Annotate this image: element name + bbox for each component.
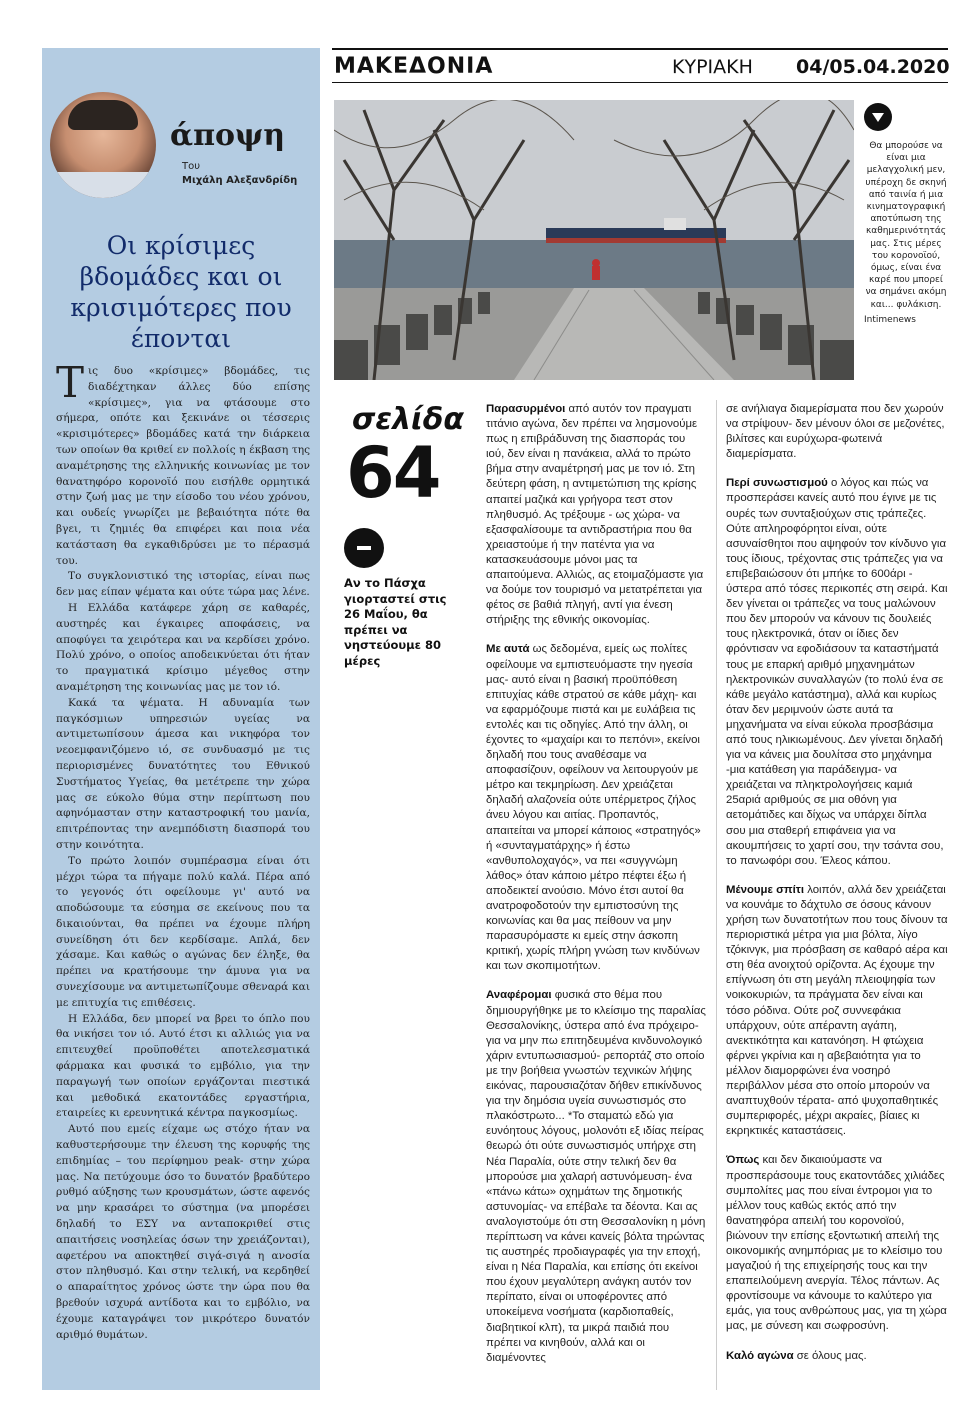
- byline-prefix: Του: [182, 161, 201, 172]
- minus-icon: [344, 528, 384, 568]
- photo-credit: Intimenews: [864, 315, 916, 325]
- author-avatar: [50, 92, 156, 198]
- article-column-right: [726, 402, 948, 1378]
- page-badge-number: 64: [346, 432, 440, 514]
- opinion-paragraph: Η Ελλάδα, δεν μπορεί να βρει το όπλο που θα νικήσει τον ιό. Αυτό έτσι κι αλλιώς για να επιτευχθεί προϋποθέτει αποτελεσματικά φάρμακα και φυσικά το εμβόλιο, για την παραγωγή των οποίων εργάζονται πιεστικά και μεθοδικά εκατοντάδες εργαστήρια, εταιρείες κι ερευνητικά κέντρα παγκοσμίως.: [56, 1012, 310, 1120]
- paper-name: ΜΑΚΕΔΟΝΙΑ: [334, 54, 494, 79]
- masthead-rule-bottom: [332, 82, 948, 83]
- issue-day: ΚΥΡΙΑΚΗ: [672, 56, 753, 78]
- article-paragraph: Με αυτά ως δεδομένα, εμείς ως πολίτες οφείλουμε να εμπιστευόμαστε την ηγεσία μας- αυτό είναι η βασική προϋπόθεση επιτυχίας κάθε στρατού σε κάθε μάχη- και να εφαρμόζουμε πιστά και με ευλάβεια τις εντολές και τις οδηγίες. Από την άλλη, οι έχοντες το «μαχαίρι και το πεπόνι», εκείνοι δηλαδή που τους αναθέσαμε να αποφασίζουν, οφείλουν να λειτουργούν με μέτρο και τεκμηρίωση. Δεν χρειάζεται δηλαδή αλαζονεία ούτε υπέρμετρος ζήλος άνευ λόγου και αιτίας. Προπαντός, απαιτείται να μπορεί κάποιος «στρατηγός» ή «συνταγματάρχης» ή έστω «ανθυπολοχαγός», να πει «συγγνώμη λάθος» όταν κάποιο μέτρο πέφτει έξω ή αποδεικτεί ανούσιο. Μόνο έτσι αυτοί θα ανατροφοδοτούν την εμπιστοσύνη της κοινωνίας και θα μας πείθουν να μην παρασυρόμαστε κι εμείς στην άσκοπη κριτική, χωρίς πλήρη γνώση των κινδύνων και των σκοπιμοτήτων.: [486, 643, 701, 973]
- article-paragraph: Αναφέρομαι φυσικά στο θέμα που δημιουργήθηκε με το κλείσιμο της παραλίας Θεσσαλονίκης, ύστερα από ένα πρόχειρο- για να μην πω επιτηδευμένα κινδυνολογικό χάριν εντυπωσιασμού- ρεπορτάζ στο οποίο με την βοήθεια γνωστών τεχνικών λήψης εικόνας, παρουσιαζόταν δήθεν επικίνδυνος για την δημόσια υγεία συνωστισμός στο πλακόστρωτο... *Το σταματώ εδώ για ευνόητους λόγους, μολονότι εξ ιδίας πείρας θεωρώ ότι ούτε συνωστισμός υπήρχε στη Νέα Παραλία, ούτε στην τελική δεν θα μπορούσε μια χαλαρή αστυνόμευση- ένα «πάνω κάτω» οχημάτων της δημοτικής αστυνομίας- να επέβαλε τα δέοντα. Και ας αναλογιστούμε ότι στη Θεσσαλονίκη η μόνη περίπτωση να κάνει κανείς βόλτα τηρώντας τις αυστηρές προδιαγραφές για την εποχή, είναι η Νέα Παραλία, και επίσης ότι εκείνοι που έχουν μεγαλύτερη ανάγκη αυτόν τον περίπατο, είναι οι υποφέροντες από υποκείμενα νοσήματα (καρδιοπαθείς, διαβητικοί κλπ), τα μικρά παιδιά που πρέπει να κινηθούν, αλλά και οι διαμένοντες: [486, 989, 706, 1364]
- article-paragraph: σε ανήλιαγα διαμερίσματα που δεν χωρούν να στρίψουν- δεν μένουν όλοι σε μεζονέτες, βιλίτσες και ευρύχωρα-φωτεινά διαμερίσματα.: [726, 403, 945, 461]
- article-paragraph: Όπως και δεν δικαιούμαστε να προσπεράσουμε τους εκατοντάδες χιλιάδες συμπολίτες μας που είναι έντρομοι για το μέλλον τους καθώς εκτός από την θανατηφόρα απειλή του κορονοϊού, βιώνουν την επίσης εξοντωτική απειλή της οικονομικής ανημπόριας με το κλείσιμο του μαγαζιού ή της επιχείρησής τους και την επαπειλούμενη ανεργία. Τέλος πάντων. Ας φροντίσουμε να κάνουμε το καλύτερο για εμάς, για τους ανθρώπους μας, για τη χώρα μας, με σύνεση και σωφροσύνη.: [726, 1154, 947, 1333]
- article-paragraph: Παρασυρμένοι από αυτόν τον πραγματι τιτάνιο αγώνα, δεν πρέπει να λησμονούμε πως η επιβράδυνση της διασποράς του ιού, δεν είναι η πανάκεια, αλλά το πρώτο βήμα στην αναμέτρησή μας με τον ιό. Στη δεύτερη φάση, η αντιμετώπιση της κρίσης απαιτεί μαζικά και γρήγορα τεστ στον πληθυσμό. Ας τρέξουμε - ως χώρα- να εξασφαλίσουμε τα αντιδραστήρια που θα χρειαστούμε ή την πατέντα για να κατασκευάσουμε μόνοι μας τα απαιτούμενα. Αλλιώς, ας ετοιμαζόμαστε για να δούμε τον τουρισμό να μετατρέπεται για φέτος σε βαθιά πληγή, αντί για ένεση στήριξης της εθνικής οικονομίας.: [486, 403, 704, 627]
- masthead-rule: [332, 48, 948, 50]
- drop-cap: Τ: [56, 358, 85, 407]
- article-headline: Οι κρίσιμες βδομάδες και οι κρισιμότερες που έπονται: [70, 231, 292, 353]
- page-badge-word: σελίδα: [352, 402, 464, 437]
- byline-author: Μιχάλη Αλεξανδρίδη: [182, 175, 298, 186]
- photo-caption: Θα μπορούσε να είναι μια μελαγχολική μεν, υπέροχη δε σκηνή από ταινία ή μια κινηματογραφική αποτύπωση της καθημερινότητάς μας. Στις μέρες του κορονοϊού, όμως, είναι ένα καρέ που μπορεί να σημάνει ακόμη και... φυλάκιση.: [865, 141, 947, 310]
- opinion-paragraph: Τις δυο «κρίσιμες» βδομάδες, τις διαδέχτηκαν άλλες δύο επίσης «κρίσιμες», για να φτάσουμε στο σήμερα, οπότε και ξεκινάνε οι τέσσερις «κρισιμότερες» βδομάδες κατά την διάρκεια των οποίων θα κριθεί εν πολλοίς η έκβαση της αναμέτρησης της ελληνικής κοινωνίας με τον θανατηφόρο κορονοϊό που εισήλθε ορμητικά στην ζωή μας με την είσοδο του νέου χρόνου, και ουδείς γνωρίζει με βεβαιότητα πότε θα βγει, τι ζημιές θα επιφέρει και ποια νέα κατάσταση θα εγκαθιδρύσει με το πέρασμά του.: [56, 358, 310, 567]
- opinion-paragraph: Αυτό που εμείς είχαμε ως στόχο ήταν να καθυστερήσουμε την έλευση της κορυφής της επιδημίας – του περίφημου peak- στην χώρα μας. Να πετύχουμε όσο το δυνατόν βραδύτερο ρυθμό αύξησης των κρουσμάτων, ώστε αφενός να μην κρασάρει το σύστημα (να μπορέσει δηλαδή το ΕΣΥ να ανταποκριθεί στις απαιτήσεις νοσηλείας όσων την χρειάζονται), αφετέρου να αποκτηθεί σιγά-σιγά η ανοσία στον πληθυσμό. Και στην τελική, να κερδηθεί ο απαραίτητος χρόνος ώστε την ώρα που θα βρεθούν ισχυρά αντίδοτα και το εμβόλιο, να έχουμε καταγράψει τον μικρότερο δυνατόν αριθμό θυμάτων.: [56, 1123, 310, 1341]
- article-column-middle: [486, 402, 706, 1380]
- opinion-paragraph: Το πρώτο λοιπόν συμπέρασμα είναι ότι μέχρι τώρα τα πήγαμε πολύ καλά. Πέρα από το γεγονός ότι οφείλουμε γι' αυτό να αποδώσουμε τα εύσημα σε εκείνους που τα δικαιούνται, θα πρέπει να έχουμε πλήρη συνείδηση ότι δεν κερδίσαμε. Απλά, δεν χάσαμε. Και καθώς ο αγώνας δεν έληξε, θα πρέπει να κρατήσουμε την άμυνα για να συνεχίσουμε να αντιμετωπίζουμε σθεναρά και με επιτυχία τις επιθέσεις.: [56, 854, 310, 1009]
- opinion-column: [42, 48, 320, 1390]
- article-paragraph: Περί συνωστισμού ο λόγος και πώς να προσπεράσει κανείς αυτό που έγινε με τις ουρές των συνταξιούχων στις τράπεζες. Ούτε απληροφόρητοι είναι, ούτε ασυναίσθητοι που αψηφούν τον κίνδυνο για τους ίδιους, τρέχοντας στις τράπεζες για να επιβεβαιώσουν ότι μπήκε το 600άρι - ύστερα από τόσες περικοπές στη σειρά. Και δεν γίνεται οι τράπεζες να τους μαλώνουν που δεν μπορούν να κάνουν τις δουλειές τους ηλεκτρονικά, όταν οι ίδιες δεν φρόντισαν να εφοδιάσουν τα καταστήματά τους με επαρκή αριθμό μηχανημάτων ηλεκτρονικών συναλλαγών (το πολύ ένα σε κάθε μεγάλο κατάστημα), αλλά και κυρίως όταν δεν μεριμνούν ώστε αυτά τα μηχανήματα να είναι εύκολα προσβάσιμα από τους ηλικιωμένους. Δεν γίνεται δηλαδή για να κάνεις μια δουλίτσα στο μηχάνημα -μια κατάθεση για παράδειγμα- να χρειάζεται να πληκτρολογήσεις καμιά 25αριά αριθμούς σε μια οθόνη για αετομάτιδες και δίχως να υπάρχει δίπλα σου μια σταθερή επιφάνεια για να ακουμπήσεις το χαρτί σου, την τσάντα σου, το πανωφόρι σου. Έλεος κάπου.: [726, 477, 948, 867]
- article-photo: [334, 100, 854, 380]
- opinion-paragraph: Η Ελλάδα κατάφερε χάρη σε καθαρές, αυστηρές και έγκαιρες αποφάσεις, να αποφύγει τα χειρότερα και να κερδίσει χρόνο. Πολύ χρόνο, ο οποίος αποδεικνύεται ότι ήταν το πραγματικά κρίσιμο μέγεθος στην αναμέτρηση της κοινωνίας μας με τον ιό.: [56, 601, 310, 693]
- column-divider: [716, 400, 717, 1390]
- opinion-paragraph: Το συγκλονιστικό της ιστορίας, είναι πως δεν μας είπαν ψέματα και ούτε τώρα μας λένε.: [56, 570, 310, 599]
- opinion-tag: άποψη: [170, 118, 286, 153]
- caption-arrow-icon: [864, 103, 892, 131]
- issue-date: 04/05.04.2020: [796, 56, 950, 78]
- opinion-body: [56, 358, 310, 1343]
- badge-text: Αν το Πάσχα γιορταστεί στις 26 Μαΐου, θα πρέπει να νηστεύουμε 80 μέρες: [344, 576, 447, 668]
- opinion-paragraph: Κακά τα ψέματα. Η αδυναμία των παγκόσμιων υπηρεσιών υγείας να αντιμετωπίσουν άμεσα και νικηφόρα τον νεοεμφανιζόμενο ιό, σε συνδυασμό με τις περιορισμένες δυνατότητες του Εθνικού Συστήματος Υγείας, θα μετέτρεπε την χώρα μας σε εύκολο θύμα στην περίπτωση που αφηνόμασταν στην καταστροφική του μανία, επιτρέποντας την ανεμπόδιστη διασπορά του στην κοινότητα.: [56, 696, 310, 851]
- article-paragraph: Καλό αγώνα σε όλους μας.: [726, 1349, 867, 1362]
- article-paragraph: Μένουμε σπίτι λοιπόν, αλλά δεν χρειάζεται να κουνάμε το δάχτυλο σε όσους κάνουν χρήση των δυνατοτήτων που τους δίνουν τα περιοριστικά μέτρα για μια βόλτα, λίγο τζόκινγκ, μια πρόσβαση σε καθαρό αέρα και στη θέα ανοιχτού ορίζοντα. Ας έχουμε την επίγνωση ότι στη μεγάλη πλειοψηφία των νοικοκυριών, τα πράγματα δεν είναι και τόσο ρόδινα. Ούτε ροζ συννεφάκια υπάρχουν, ούτε απέραντη αγάπη, ανεκτικότητα και κατανόηση. Η φτώχεια φέρνει γκρίνια και η αβεβαιότητα για το μέλλον διαμορφώνει ένα νοσηρό περιβάλλον μέσα στο οποίο μπορούν να αναπτυχθούν τέρατα- από ψυχοπαθητικές συμπεριφορές, μέχρι ακραίες, βίαιες κι εκρηκτικές καταστάσεις.: [726, 883, 948, 1138]
